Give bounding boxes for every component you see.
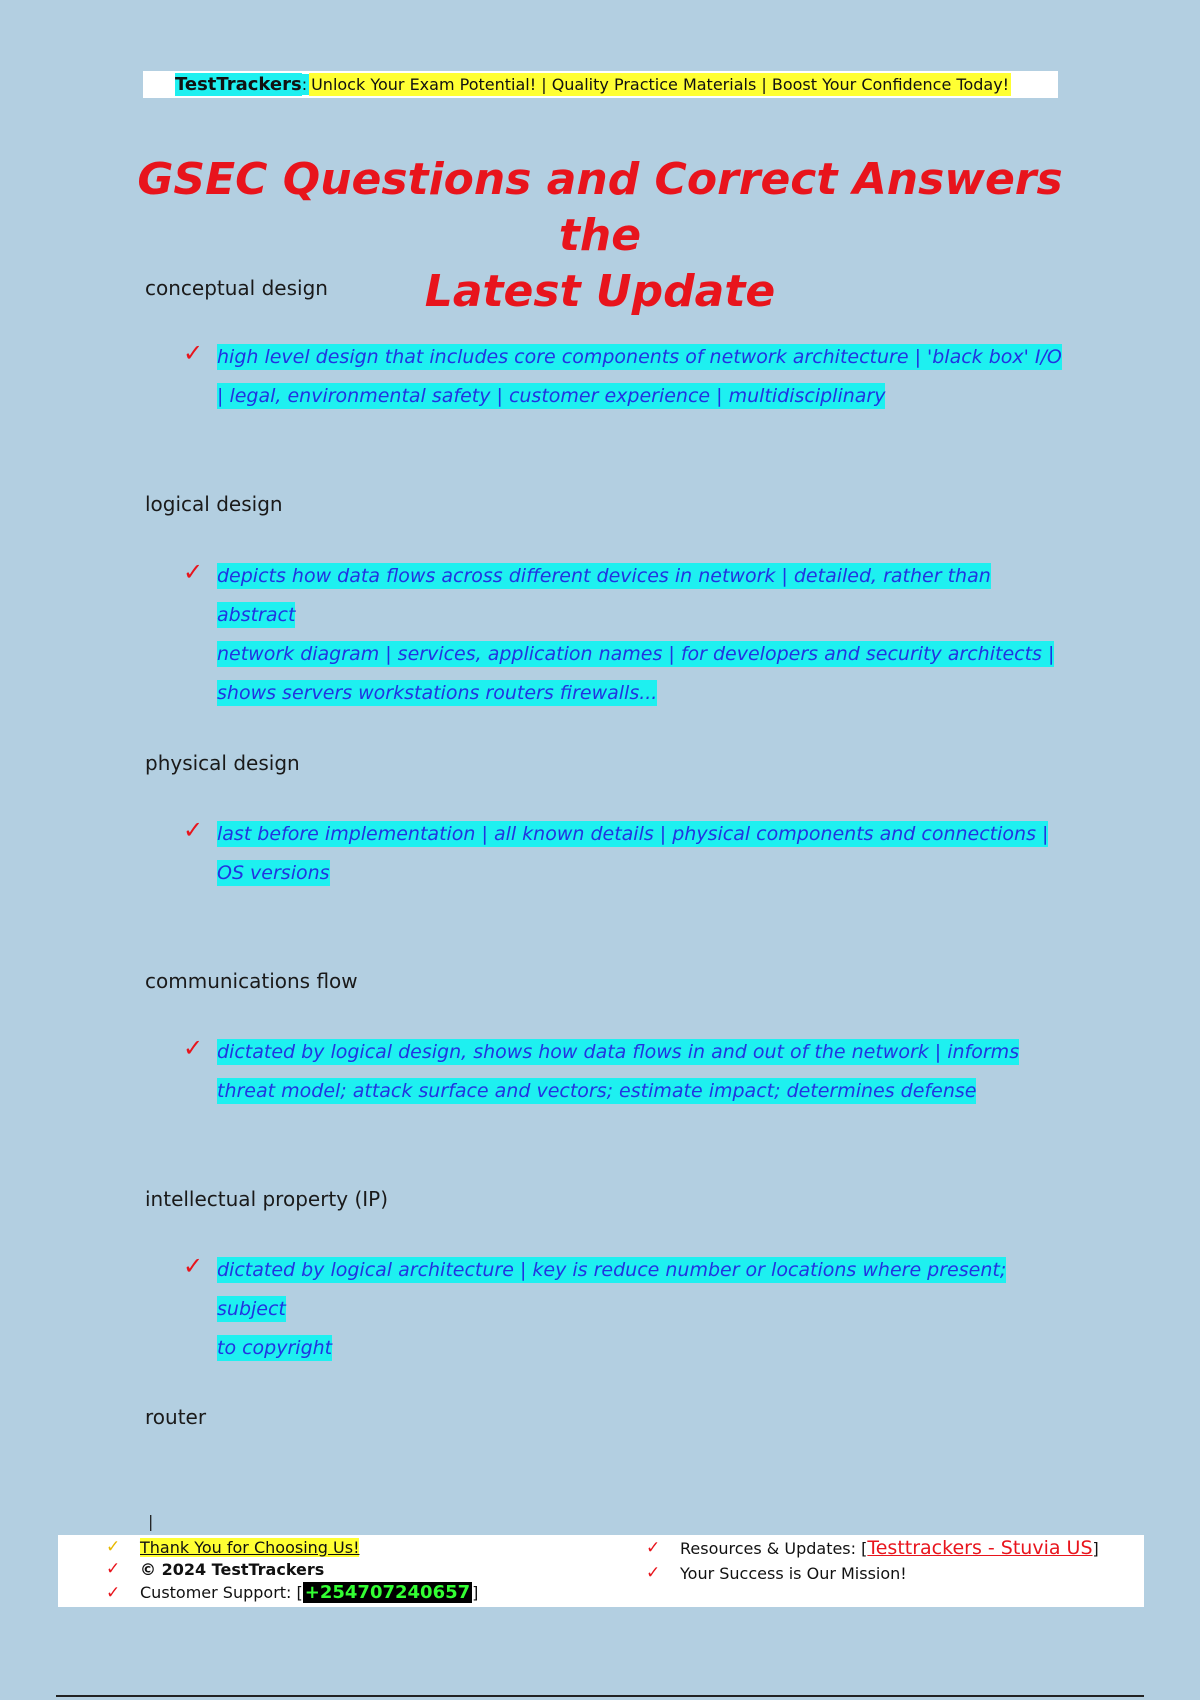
copyright-text: © 2024 TestTrackers [140, 1559, 325, 1579]
check-icon: ✓ [106, 1537, 121, 1557]
check-icon: ✓ [106, 1559, 121, 1579]
mission-text: Your Success is Our Mission! [680, 1563, 907, 1583]
support-close: ] [472, 1583, 479, 1602]
answer-physical-design [183, 815, 1063, 893]
answer-line: threat model; attack surface and vectors; estimate impact; determines defense [217, 1080, 977, 1102]
check-icon: ✓ [646, 1563, 661, 1583]
footer-thanks-row [106, 1537, 359, 1557]
title-line-1: GSEC Questions and Correct Answers the [137, 154, 1063, 261]
answer-line: last before implementation | all known details | physical components and connections | [217, 823, 1049, 845]
answer-intellectual-property [183, 1251, 1063, 1368]
header-banner [143, 71, 1058, 98]
header-spacer [143, 71, 175, 98]
answer-line: dictated by logical architecture | key is reduce number or locations where present; subject [217, 1259, 1007, 1320]
footer-copyright-row [106, 1559, 324, 1579]
check-icon: ✓ [183, 1252, 204, 1280]
thanks-text: Thank You for Choosing Us! [140, 1537, 360, 1557]
brand-colon: : [301, 75, 308, 94]
answer-line: depicts how data flows across different devices in network | detailed, rather than abstract [217, 565, 991, 626]
bottom-divider [56, 1695, 1144, 1697]
footer-support-row [106, 1582, 478, 1603]
check-icon: ✓ [183, 1034, 204, 1062]
answer-line: shows servers workstations routers firewalls... [217, 682, 658, 704]
text-cursor: | [148, 1512, 154, 1531]
term-communications-flow: communications flow [145, 969, 358, 993]
term-conceptual-design: conceptual design [145, 276, 328, 300]
support-phone[interactable]: +254707240657 [304, 1582, 471, 1603]
resources-close: ] [1092, 1538, 1099, 1558]
term-physical-design: physical design [145, 751, 300, 775]
answer-logical-design [183, 557, 1063, 713]
header-tagline: Unlock Your Exam Potential! | Quality Practice Materials | Boost Your Confidence Today! [311, 75, 1010, 94]
resources-label: Resources & Updates: [ [680, 1538, 868, 1558]
check-icon: ✓ [183, 558, 204, 586]
term-intellectual-property: intellectual property (IP) [145, 1187, 389, 1211]
check-icon: ✓ [106, 1582, 121, 1603]
footer-mission-row [646, 1563, 907, 1583]
title-line-2: Latest Update [424, 266, 776, 317]
term-router: router [145, 1405, 207, 1429]
answer-communications-flow [183, 1033, 1063, 1111]
footer-box [58, 1535, 1144, 1607]
footer-resources-row [646, 1537, 1099, 1559]
term-logical-design: logical design [145, 492, 283, 516]
check-icon: ✓ [183, 339, 204, 367]
support-label: Customer Support: [ [140, 1583, 303, 1602]
answer-line: network diagram | services, application names | for developers and security architects | [217, 643, 1055, 665]
brand-name: TestTrackers [175, 74, 302, 95]
resources-link[interactable]: Testtrackers - Stuvia US [867, 1537, 1093, 1559]
answer-line: | legal, environmental safety | customer experience | multidisciplinary [217, 385, 886, 407]
answer-conceptual-design [183, 338, 1063, 416]
answer-line: high level design that includes core components of network architecture | 'black box' I/O [217, 346, 1062, 368]
answer-line: to copyright [217, 1337, 333, 1359]
check-icon: ✓ [646, 1538, 661, 1558]
check-icon: ✓ [183, 816, 204, 844]
answer-line: dictated by logical design, shows how data flows in and out of the network | informs [217, 1041, 1020, 1063]
answer-line: OS versions [217, 862, 330, 884]
